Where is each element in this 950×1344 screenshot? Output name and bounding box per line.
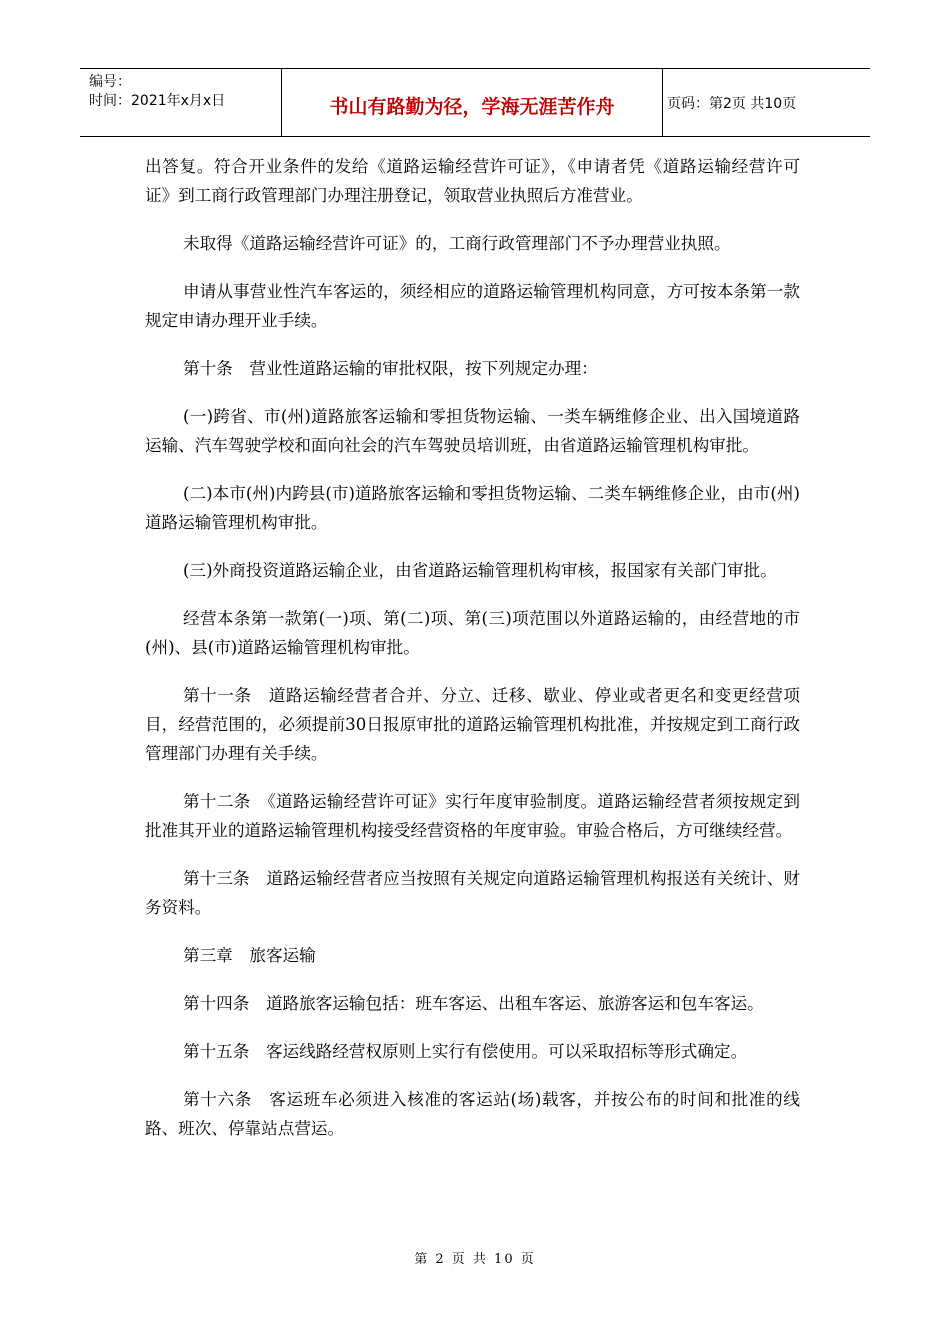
article-10-item-1: (一)跨省、市(州)道路旅客运输和零担货物运输、一类车辆维修企业、出入国境道路运输、汽车驾驶学校和面向社会的汽车驾驶员培训班，由省道路运输管理机构审批。: [145, 407, 800, 455]
article-10-item-2: (二)本市(州)内跨县(市)道路旅客运输和零担货物运输、二类车辆维修企业，由市(州)道路运输管理机构审批。: [145, 484, 800, 532]
document-body: [145, 152, 800, 1162]
header-right-cell: [662, 69, 870, 136]
article-15: 第十五条 客运线路经营权原则上实行有偿使用。可以采取招标等形式确定。: [183, 1042, 748, 1061]
header-left-cell: [80, 69, 281, 136]
article-10-item-3: (三)外商投资道路运输企业，由省道路运输管理机构审核，报国家有关部门审批。: [183, 561, 777, 580]
paragraph-license-required: 未取得《道路运输经营许可证》的，工商行政管理部门不予办理营业执照。: [183, 234, 731, 253]
article-12: 第十二条 《道路运输经营许可证》实行年度审验制度。道路运输经营者须按规定到批准其开业的道路运输管理机构接受经营资格的年度审验。审验合格后，方可继续经营。: [145, 792, 800, 840]
paragraph-continuation: 出答复。符合开业条件的发给《道路运输经营许可证》，《申请者凭《道路运输经营许可证》到工商行政管理部门办理注册登记，领取营业执照后方准营业。: [145, 157, 800, 205]
paragraph-passenger-application: 申请从事营业性汽车客运的，须经相应的道路运输管理机构同意，方可按本条第一款规定申请办理开业手续。: [145, 282, 800, 330]
page-header: [80, 68, 870, 137]
page-footer: 第 2 页 共 10 页: [414, 1252, 536, 1267]
article-14: 第十四条 道路旅客运输包括：班车客运、出租车客运、旅游客运和包车客运。: [183, 994, 764, 1013]
document-number-label: 编号：: [89, 74, 131, 90]
article-11: 第十一条 道路运输经营者合并、分立、迁移、歇业、停业或者更名和变更经营项目，经营范围的，必须提前30日报原审批的道路运输管理机构批准，并按规定到工商行政管理部门办理有关手续。: [145, 686, 800, 763]
article-10-other-scope: 经营本条第一款第(一)项、第(二)项、第(三)项范围以外道路运输的，由经营地的市(州)、县(市)道路运输管理机构审批。: [145, 609, 800, 657]
document-time-label: 时间：2021年x月x日: [89, 93, 226, 109]
article-13: 第十三条 道路运输经营者应当按照有关规定向道路运输管理机构报送有关统计、财务资料。: [145, 869, 800, 917]
article-16: 第十六条 客运班车必须进入核准的客运站(场)载客，并按公布的时间和批准的线路、班次、停靠站点营运。: [145, 1090, 800, 1138]
header-motto: 书山有路勤为径，学海无涯苦作舟: [329, 96, 615, 118]
header-page-info: 页码：第2页 共10页: [667, 96, 797, 112]
article-10-heading: 第十条 营业性道路运输的审批权限，按下列规定办理：: [183, 359, 598, 378]
header-motto-cell: [281, 69, 663, 136]
chapter-3-heading: 第三章 旅客运输: [183, 946, 316, 965]
